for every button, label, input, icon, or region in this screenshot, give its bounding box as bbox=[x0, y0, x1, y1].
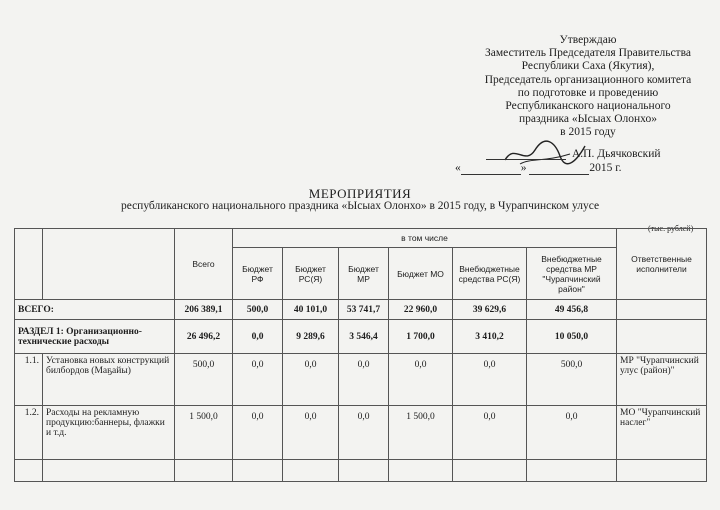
table-cell: 0,0 bbox=[283, 406, 339, 460]
table-cell: 0,0 bbox=[339, 406, 389, 460]
section-label: РАЗДЕЛ 1: Организационно-технические расходы bbox=[15, 320, 175, 354]
units-note: (тыс. рублей) bbox=[648, 224, 694, 233]
approval-line: по подготовке и проведению bbox=[517, 86, 659, 99]
table-cell bbox=[233, 460, 283, 482]
approval-line: праздника «Ысыах Олонхо» bbox=[519, 113, 657, 126]
table-cell: 3 546,4 bbox=[339, 320, 389, 354]
table-cell: 0,0 bbox=[453, 406, 527, 460]
approval-line: Республиканского национального bbox=[505, 100, 671, 113]
table-cell: 26 496,2 bbox=[175, 320, 233, 354]
date-quote-open: « bbox=[455, 162, 461, 174]
row-label: Установка новых конструкций билбордов (Маҕайы) bbox=[43, 354, 175, 406]
table-cell: 0,0 bbox=[233, 354, 283, 406]
table-cell: 40 101,0 bbox=[283, 300, 339, 320]
total-row bbox=[15, 300, 707, 320]
row-label: Расходы на рекламную продукцию:баннеры, флажки и т.д. bbox=[43, 406, 175, 460]
table-cell: 39 629,6 bbox=[453, 300, 527, 320]
row-index: 1.1. bbox=[15, 354, 43, 406]
section-row bbox=[15, 320, 707, 354]
table-cell: 0,0 bbox=[527, 406, 617, 460]
approval-date bbox=[455, 162, 715, 175]
approval-line: Утверждаю bbox=[559, 34, 617, 46]
date-quote-close: » bbox=[520, 162, 527, 174]
header-name bbox=[43, 229, 175, 300]
table-cell: 22 960,0 bbox=[389, 300, 453, 320]
table-cell bbox=[617, 300, 707, 320]
table-cell: 10 050,0 bbox=[527, 320, 617, 354]
table-cell: 500,0 bbox=[527, 354, 617, 406]
header-idx bbox=[15, 229, 43, 300]
table-cell: 9 289,6 bbox=[283, 320, 339, 354]
date-month-blank bbox=[529, 162, 589, 175]
document-title: МЕРОПРИЯТИЯ bbox=[308, 186, 412, 201]
table-row bbox=[15, 354, 707, 406]
table-cell: 500,0 bbox=[175, 354, 233, 406]
table-cell: 0,0 bbox=[233, 320, 283, 354]
approval-line: Председатель организационного комитета bbox=[484, 73, 692, 86]
table-cell bbox=[617, 460, 707, 482]
table-cell: 49 456,8 bbox=[527, 300, 617, 320]
table-cell: 1 700,0 bbox=[389, 320, 453, 354]
table-row bbox=[15, 406, 707, 460]
date-year: 2015 г. bbox=[589, 162, 622, 174]
table-cell: 3 410,2 bbox=[453, 320, 527, 354]
table-cell bbox=[617, 320, 707, 354]
header-extra-rs: Внебюджетные средства РС(Я) bbox=[453, 248, 527, 300]
row-responsible: МР "Чурапчинский улус (район)" bbox=[617, 354, 707, 406]
signature-line bbox=[486, 148, 716, 160]
table-cell bbox=[283, 460, 339, 482]
table-cell: 500,0 bbox=[233, 300, 283, 320]
row-index: 1.2. bbox=[15, 406, 43, 460]
table-cell: 0,0 bbox=[389, 354, 453, 406]
header-budget-mo: Бюджет МО bbox=[389, 248, 453, 300]
table-cell bbox=[453, 460, 527, 482]
table-cell bbox=[527, 460, 617, 482]
header-total: Всего bbox=[175, 229, 233, 300]
document-subtitle: республиканского национального праздника «Ысыах Олонхо» в 2015 году, в Чурапчинском улусе bbox=[120, 200, 600, 212]
header-row bbox=[15, 229, 707, 248]
header-responsible: Ответственные исполнители bbox=[617, 229, 707, 300]
header-including: в том числе bbox=[233, 229, 617, 248]
approval-line: Республики Саха (Якутия), bbox=[521, 60, 655, 73]
events-table bbox=[14, 228, 707, 482]
header-budget-rs: Бюджет РС(Я) bbox=[283, 248, 339, 300]
table-row bbox=[15, 460, 707, 482]
header-budget-rf: Бюджет РФ bbox=[233, 248, 283, 300]
table-cell: 1 500,0 bbox=[175, 406, 233, 460]
table-cell bbox=[339, 460, 389, 482]
table-cell bbox=[389, 460, 453, 482]
header-extra-mr: Внебюджетные средства МР "Чурапчинский район" bbox=[527, 248, 617, 300]
table-cell: 0,0 bbox=[339, 354, 389, 406]
table-cell bbox=[175, 460, 233, 482]
table-cell: 1 500,0 bbox=[389, 406, 453, 460]
date-day-blank bbox=[461, 162, 521, 175]
approval-line: Заместитель Председателя Правительства bbox=[485, 47, 691, 60]
table-cell: 206 389,1 bbox=[175, 300, 233, 320]
table-cell: 53 741,7 bbox=[339, 300, 389, 320]
header-budget-mr: Бюджет МР bbox=[339, 248, 389, 300]
signatory-name: А.П. Дьячковский bbox=[572, 148, 661, 160]
table-cell: 0,0 bbox=[453, 354, 527, 406]
total-label: ВСЕГО: bbox=[15, 300, 175, 320]
row-responsible: МО "Чурапчинский наслег" bbox=[617, 406, 707, 460]
approval-block bbox=[468, 34, 708, 140]
table-cell bbox=[15, 460, 43, 482]
table-cell: 0,0 bbox=[233, 406, 283, 460]
table-cell: 0,0 bbox=[283, 354, 339, 406]
signature-underline bbox=[486, 159, 566, 160]
table-cell bbox=[43, 460, 175, 482]
approval-line: в 2015 году bbox=[560, 126, 616, 139]
